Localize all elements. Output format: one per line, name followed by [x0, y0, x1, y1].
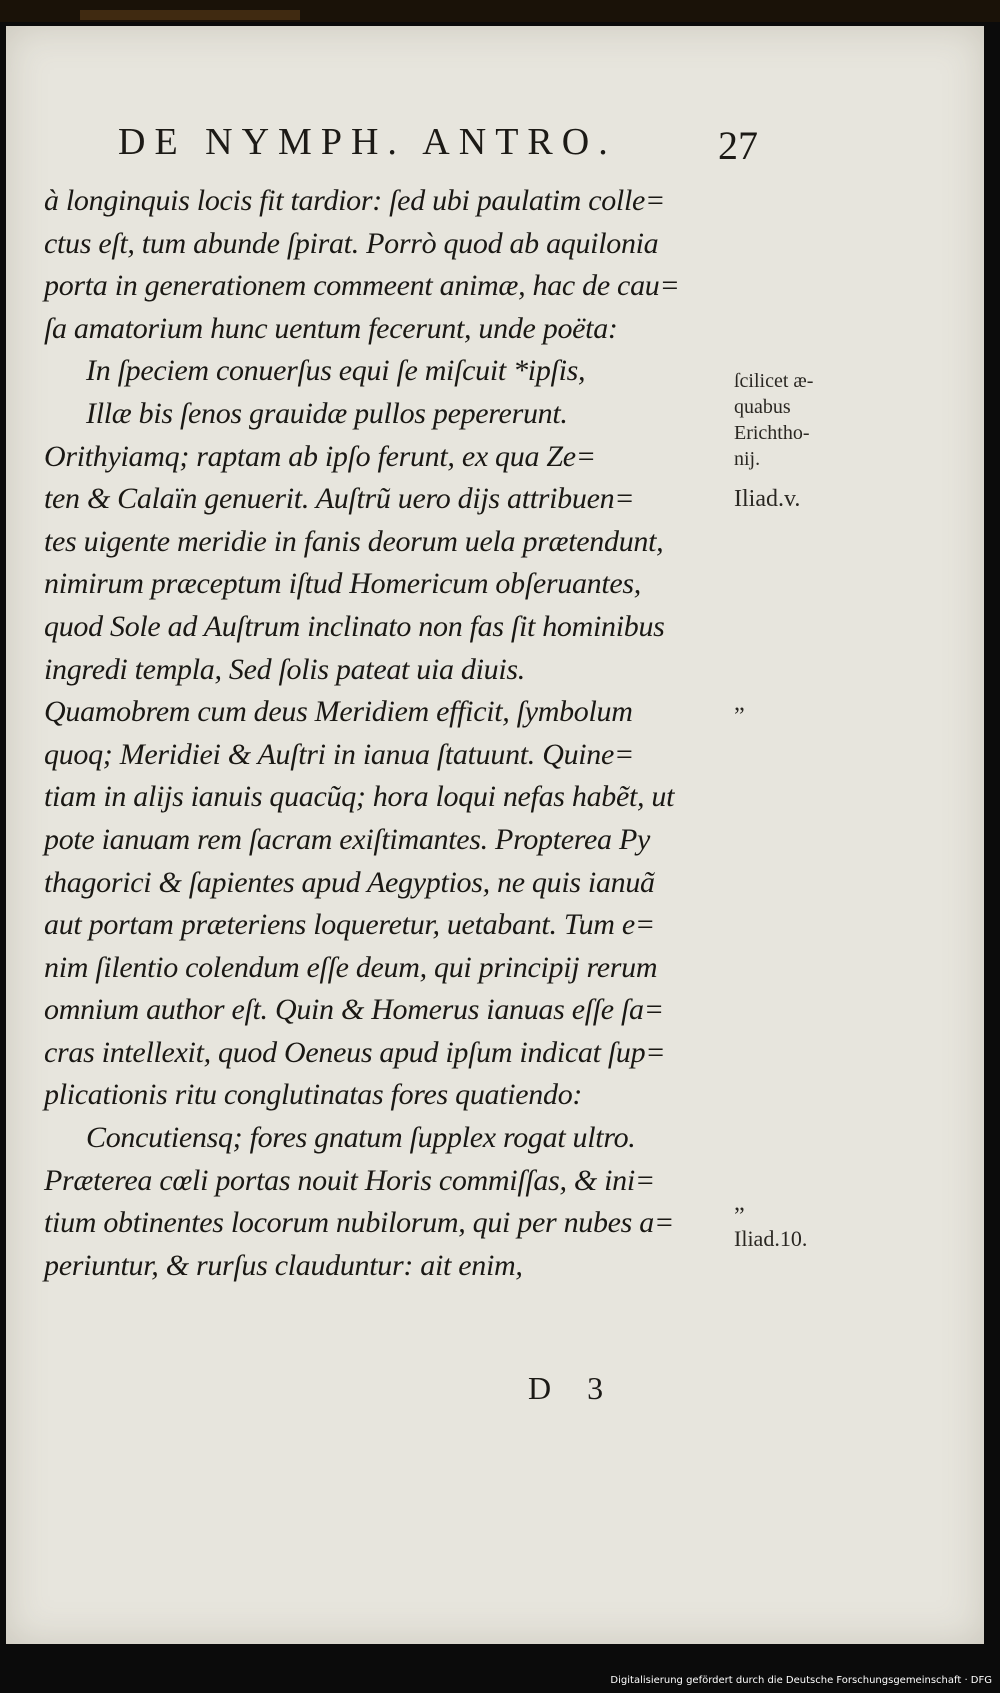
binding-edge	[80, 10, 300, 20]
text-line: Præterea cœli portas nouit Horis commiſſas, & ini=	[44, 1163, 655, 1197]
quotation-mark: „	[734, 690, 745, 716]
page-number: 27	[718, 123, 758, 168]
text-line: à longinquis locis fit tardior: ſed ubi paulatim colle=	[44, 184, 665, 217]
text-line: nimirum præceptum iſtud Homericum obſeruantes,	[44, 567, 641, 601]
text-line: periuntur, & rurſus clauduntur: ait enim,	[44, 1248, 523, 1282]
running-head-title: DE NYMPH. ANTRO.	[118, 121, 617, 163]
digitization-footer: Digitalisierung gefördert durch die Deutsche Forschungsgemeinschaft · DFG	[610, 1675, 992, 1686]
body-text	[44, 180, 734, 1287]
text-line: Orithyiamq; raptam ab ipſo ferunt, ex qua Ze=	[44, 439, 596, 473]
text-line: tium obtinentes locorum nubilorum, qui per nubes a=	[44, 1206, 674, 1240]
running-head	[118, 120, 778, 180]
margin-note-line: ſcilicet æ-	[734, 370, 814, 392]
margin-note-line: nij.	[734, 448, 761, 470]
text-line: plicationis ritu conglutinatas fores quatiendo:	[44, 1078, 583, 1112]
text-line: pote ianuam rem ſacram exiſtimantes. Propterea Py	[44, 822, 650, 856]
margin-note-line: quabus	[734, 396, 791, 418]
text-line: aut portam præteriens loqueretur, uetabant. Tum e=	[44, 908, 655, 942]
signature-mark: D 3	[528, 1370, 604, 1406]
margin-note-iliad-10: Iliad.10.	[734, 1226, 808, 1251]
text-line: omnium author eſt. Quin & Homerus ianuas eſſe ſa=	[44, 993, 664, 1027]
verse-line: In ſpeciem conuerſus equi ſe miſcuit *ipſis,	[86, 354, 586, 388]
text-line: ingredi templa, Sed ſolis pateat uia diuis.	[44, 652, 525, 686]
margin-note-scilicet	[734, 368, 813, 472]
text-line: thagorici & ſapientes apud Aegyptios, ne quis ianuã	[44, 865, 655, 899]
margin-note-iliad-v: Iliad.v.	[734, 486, 801, 512]
text-line: porta in generationem commeent animæ, hac de cau=	[44, 269, 680, 303]
text-line: nim ſilentio colendum eſſe deum, qui principij rerum	[44, 950, 658, 984]
text-line: ctus eſt, tum abunde ſpirat. Porrò quod ab aquilonia	[44, 226, 659, 260]
text-line: ten & Calaïn genuerit. Auſtrũ uero dijs attribuen=	[44, 482, 635, 516]
text-line: quoq; Meridiei & Auſtri in ianua ſtatuunt. Quine=	[44, 737, 634, 771]
verse-line: Concutiensq; fores gnatum ſupplex rogat ultro.	[86, 1121, 636, 1155]
top-edge	[0, 0, 1000, 22]
text-line: Quamobrem cum deus Meridiem efficit, ſymbolum	[44, 695, 633, 729]
margin-note-line: Erichtho-	[734, 422, 810, 444]
text-line: ſa amatorium hunc uentum fecerunt, unde poëta:	[44, 311, 618, 345]
text-line: cras intellexit, quod Oeneus apud ipſum indicat ſup=	[44, 1035, 666, 1069]
verse-line: Illæ bis ſenos grauidæ pullos pepererunt.	[86, 396, 568, 430]
quotation-mark: „	[734, 1190, 745, 1216]
text-line: tiam in alijs ianuis quacũq; hora loqui nefas habẽt, ut	[44, 780, 675, 814]
text-line: quod Sole ad Auſtrum inclinato non fas ſit hominibus	[44, 609, 665, 643]
text-line: tes uigente meridie in fanis deorum uela prætendunt,	[44, 524, 664, 558]
